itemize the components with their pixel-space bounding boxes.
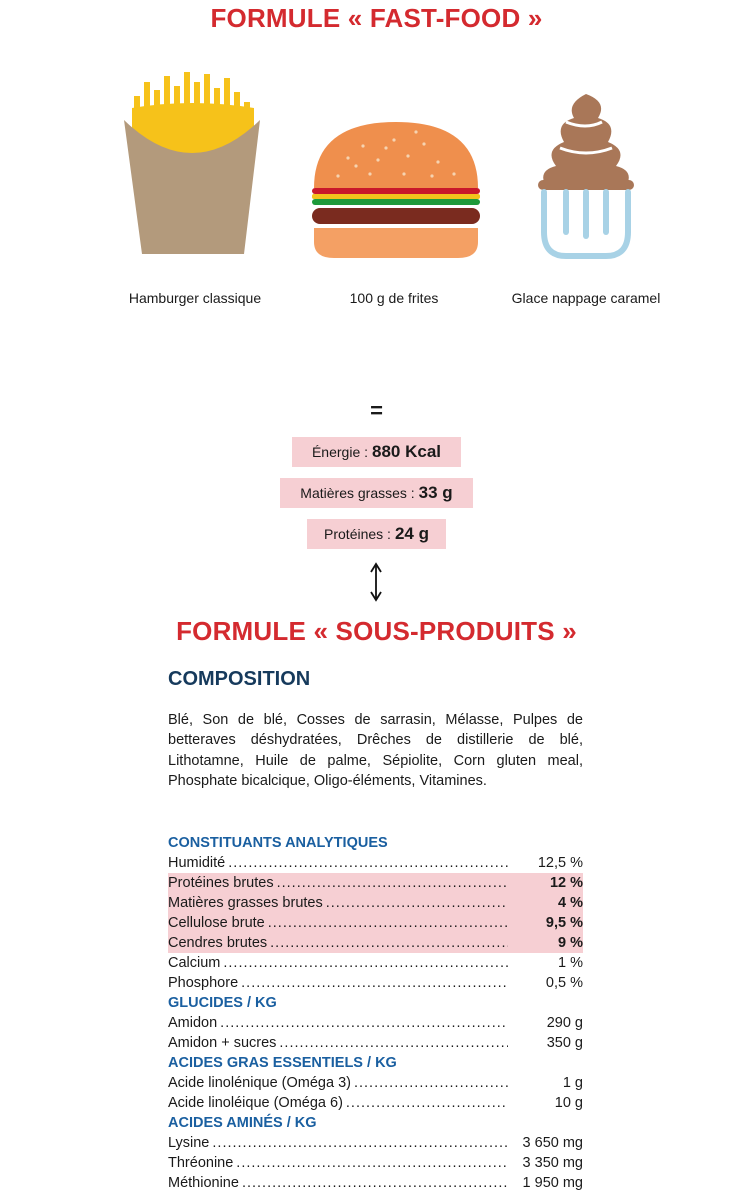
analytical-section bbox=[168, 833, 583, 1193]
table-row bbox=[168, 1033, 583, 1053]
energy-value: 880 Kcal bbox=[372, 442, 442, 461]
row-label: Amidon + sucres bbox=[168, 1035, 277, 1051]
row-label: Matières grasses brutes bbox=[168, 895, 323, 911]
fries-icon bbox=[120, 68, 265, 258]
row-value: 12,5 % bbox=[537, 855, 583, 871]
row-label: Humidité bbox=[168, 855, 226, 871]
caption-fries: 100 g de frites bbox=[349, 290, 439, 306]
table-row bbox=[168, 1133, 583, 1153]
energy-total bbox=[292, 437, 461, 467]
composition-heading: COMPOSITION bbox=[168, 668, 311, 690]
row-value: 1 g bbox=[562, 1075, 583, 1091]
table-row bbox=[168, 953, 583, 973]
table-row bbox=[168, 1013, 583, 1033]
table-row bbox=[168, 913, 583, 933]
row-label: Acide linolénique (Oméga 3) bbox=[168, 1075, 351, 1091]
row-label: Méthionine bbox=[168, 1175, 239, 1191]
row-label: Protéines brutes bbox=[168, 875, 274, 891]
row-label: Lysine bbox=[168, 1135, 210, 1151]
fast-food-title: FORMULE « FAST-FOOD » bbox=[210, 3, 543, 33]
row-value: 3 650 mg bbox=[522, 1135, 583, 1151]
protein-total bbox=[307, 519, 446, 549]
fat-total bbox=[280, 478, 473, 508]
protein-label: Protéines : bbox=[324, 526, 391, 542]
table-row bbox=[168, 933, 583, 953]
row-value: 3 350 mg bbox=[522, 1155, 583, 1171]
row-value: 290 g bbox=[546, 1015, 583, 1031]
protein-value: 24 g bbox=[394, 524, 429, 543]
caption-ice-cream: Glace nappage caramel bbox=[511, 290, 661, 306]
row-value: 0,5 % bbox=[545, 975, 583, 991]
section-heading: ACIDES GRAS ESSENTIELS / KG bbox=[168, 1055, 397, 1071]
row-value: 1 950 mg bbox=[522, 1175, 583, 1191]
row-label: Amidon bbox=[168, 1015, 218, 1031]
section-heading: CONSTITUANTS ANALYTIQUES bbox=[168, 835, 388, 851]
by-products-title: FORMULE « SOUS-PRODUITS » bbox=[176, 616, 577, 646]
burger-icon bbox=[308, 118, 484, 260]
fat-value: 33 g bbox=[418, 483, 453, 502]
row-label: Acide linoléique (Oméga 6) bbox=[168, 1095, 343, 1111]
table-row bbox=[168, 853, 583, 873]
table-row bbox=[168, 1093, 583, 1113]
row-value: 350 g bbox=[546, 1035, 583, 1051]
table-row bbox=[168, 1173, 583, 1193]
table-row bbox=[168, 873, 583, 893]
row-value: 9,5 % bbox=[545, 915, 583, 931]
fat-label: Matières grasses : bbox=[300, 485, 415, 501]
row-value: 9 % bbox=[558, 935, 583, 951]
table-row bbox=[168, 1073, 583, 1093]
row-label: Cendres brutes bbox=[168, 935, 268, 951]
composition-text: Blé, Son de blé, Cosses de sarrasin, Mélasse, Pulpes de betteraves déshydratées, Drêches de distillerie de blé, Lithotamne, Huile de palme, Sépiolite, Corn gluten meal, Phosphate bicalcique, Oligo-éléments, Vitamines. bbox=[168, 712, 583, 789]
row-label: Phosphore bbox=[168, 975, 239, 991]
caption-hamburger: Hamburger classique bbox=[128, 290, 262, 306]
row-label: Calcium bbox=[168, 955, 221, 971]
row-value: 4 % bbox=[558, 895, 583, 911]
table-row bbox=[168, 1153, 583, 1173]
row-label: Cellulose brute bbox=[168, 915, 265, 931]
section-heading: GLUCIDES / KG bbox=[168, 995, 277, 1011]
energy-label: Énergie : bbox=[311, 444, 369, 460]
equals-sign: = bbox=[370, 398, 383, 423]
row-value: 12 % bbox=[549, 875, 583, 891]
row-value: 10 g bbox=[554, 1095, 583, 1111]
section-heading: ACIDES AMINÉS / KG bbox=[168, 1115, 317, 1131]
row-value: 1 % bbox=[558, 955, 583, 971]
table-row bbox=[168, 973, 583, 993]
ice-cream-icon bbox=[536, 92, 636, 262]
table-row bbox=[168, 893, 583, 913]
double-arrow-icon bbox=[368, 562, 384, 602]
row-label: Thréonine bbox=[168, 1155, 234, 1171]
